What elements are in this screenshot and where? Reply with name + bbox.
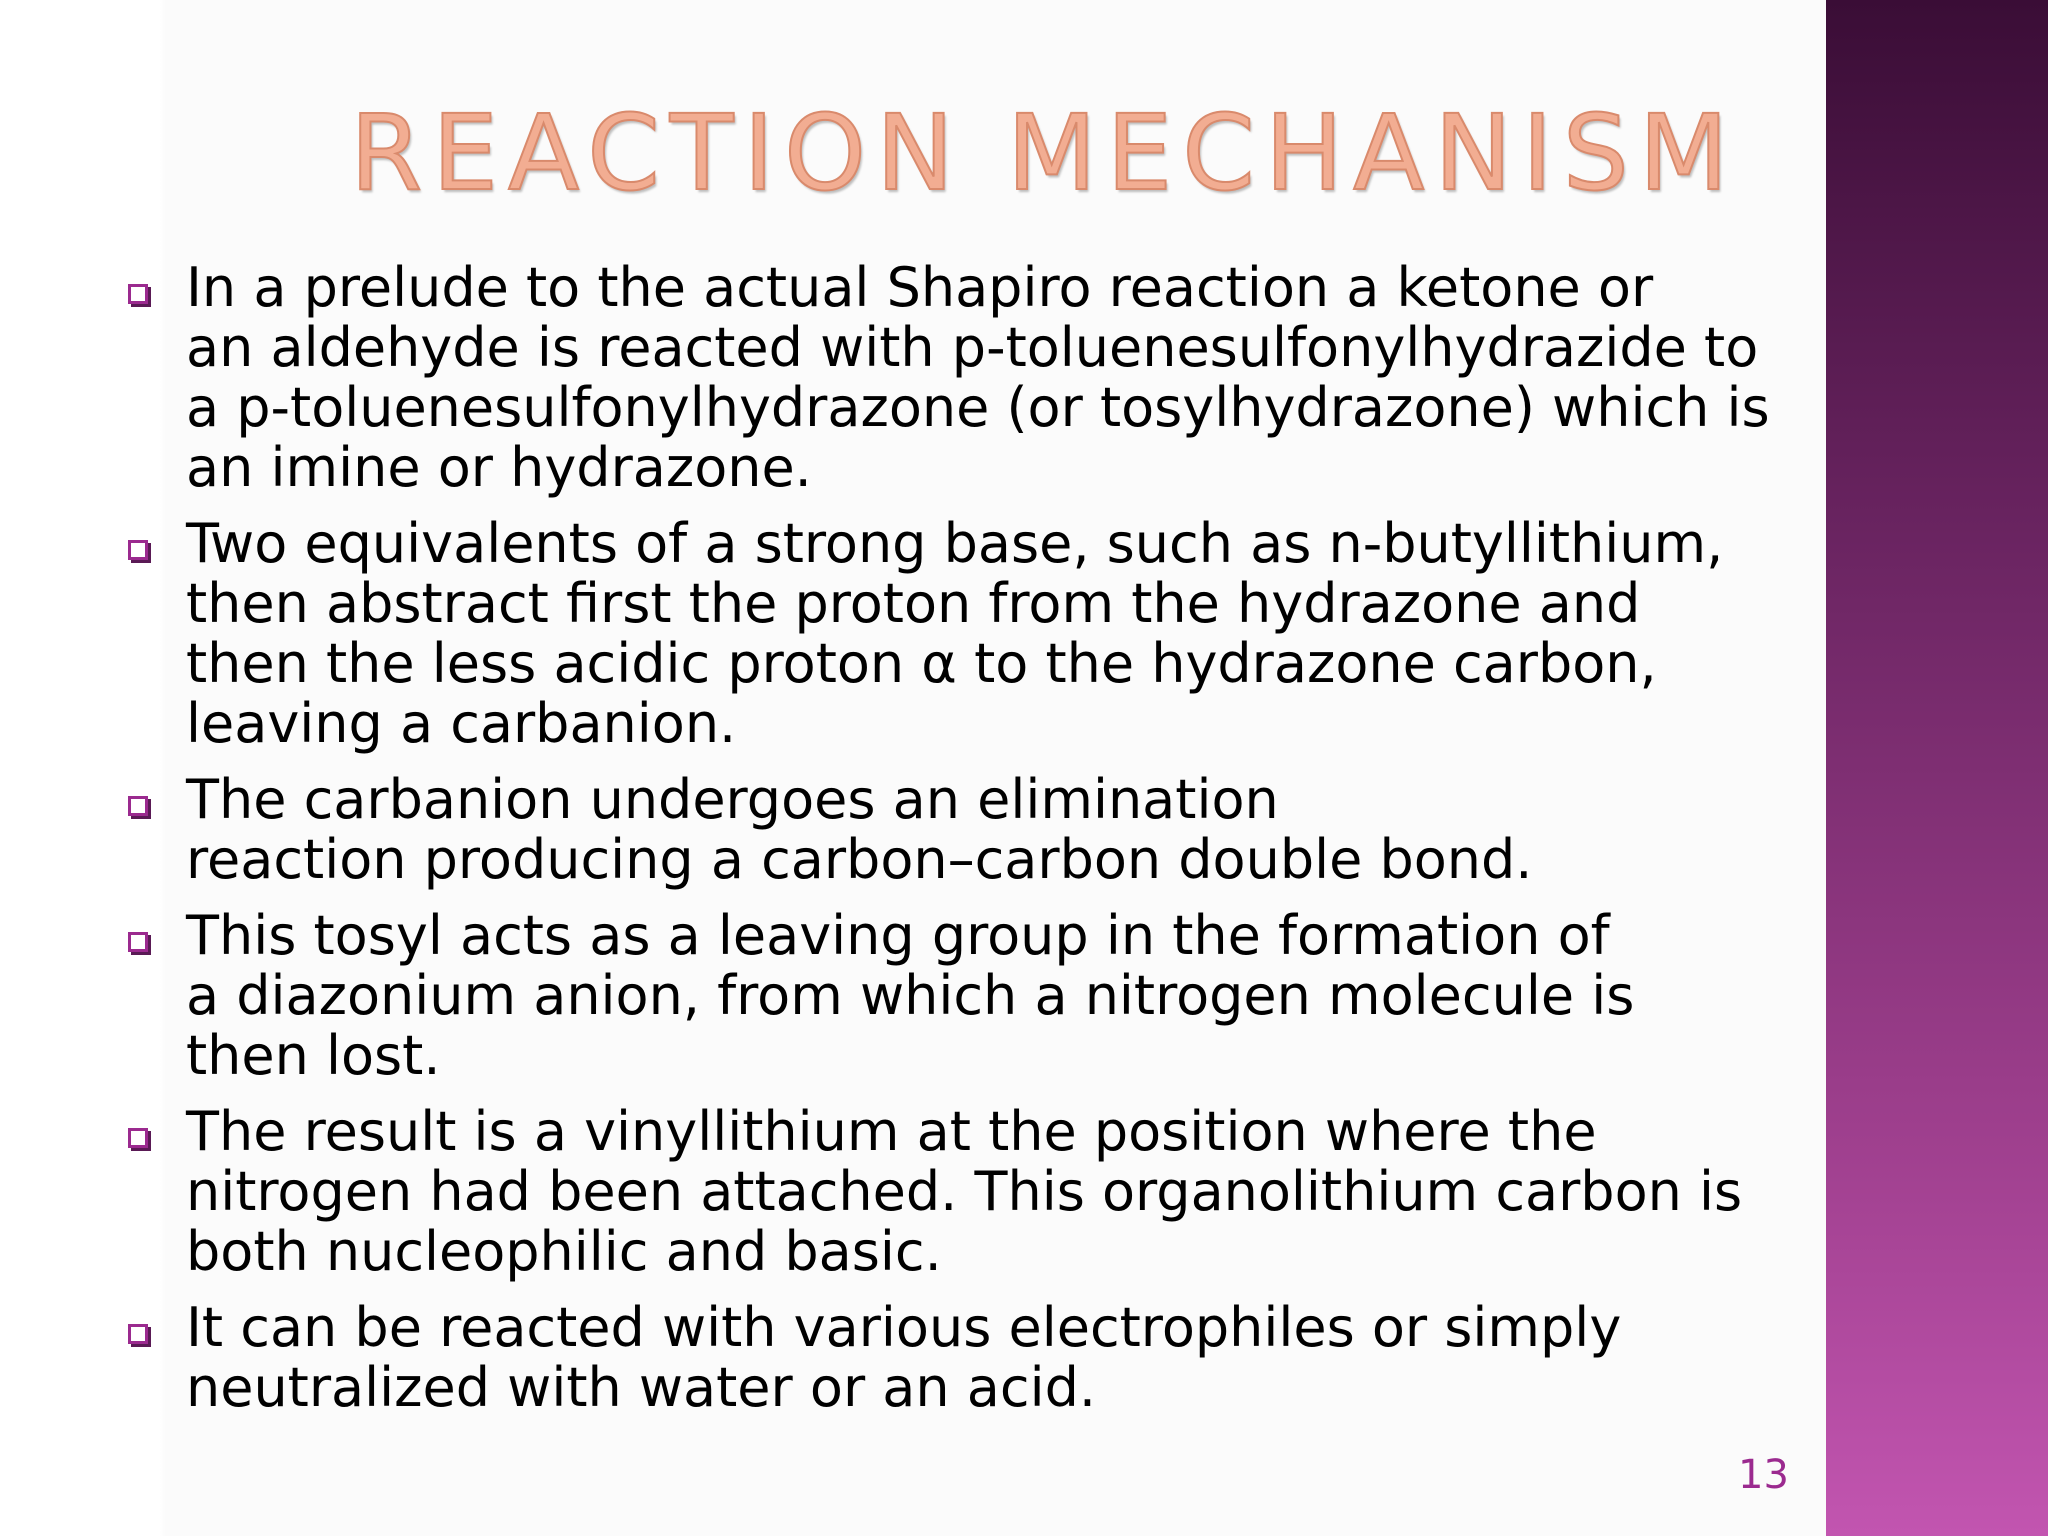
- bullet-item: [120, 514, 1820, 754]
- decorative-side-bar: [1826, 0, 2048, 1536]
- square-bullet-icon: [128, 796, 148, 816]
- bullet-item: [120, 906, 1820, 1086]
- square-bullet-icon: [128, 1324, 148, 1344]
- square-bullet-icon: [128, 932, 148, 952]
- bullet-line: The result is a vinyllithium at the position where the: [186, 1100, 1597, 1163]
- bullet-list: [120, 258, 1820, 1434]
- bullet-line: both nucleophilic and basic.: [186, 1220, 942, 1283]
- square-bullet-icon: [128, 540, 148, 560]
- bullet-line: then the less acidic proton α to the hydrazone carbon,: [186, 632, 1657, 695]
- bullet-line: then abstract first the proton from the hydrazone and: [186, 572, 1641, 635]
- bullet-line: reaction producing a carbon–carbon double bond.: [186, 828, 1533, 891]
- bullet-line: The carbanion undergoes an elimination: [186, 768, 1279, 831]
- bullet-line: then lost.: [186, 1024, 441, 1087]
- bullet-item: [120, 258, 1820, 498]
- bullet-line: a p-toluenesulfonylhydrazone (or tosylhydrazone) which is: [186, 376, 1770, 439]
- bullet-line: Two equivalents of a strong base, such as n-butyllithium,: [186, 512, 1724, 575]
- bullet-item: [120, 1298, 1820, 1418]
- bullet-line: This tosyl acts as a leaving group in the formation of: [186, 904, 1610, 967]
- bullet-line: neutralized with water or an acid.: [186, 1356, 1097, 1419]
- slide-title: REACTION MECHANISM: [350, 92, 1739, 214]
- bullet-item: [120, 1102, 1820, 1282]
- bullet-line: leaving a carbanion.: [186, 692, 737, 755]
- bullet-item: [120, 770, 1820, 890]
- bullet-line: an aldehyde is reacted with p-toluenesulfonylhydrazide to: [186, 316, 1759, 379]
- page-number: 13: [1738, 1452, 1789, 1498]
- bullet-line: an imine or hydrazone.: [186, 436, 812, 499]
- bullet-line: nitrogen had been attached. This organolithium carbon is: [186, 1160, 1743, 1223]
- bullet-line: a diazonium anion, from which a nitrogen molecule is: [186, 964, 1635, 1027]
- square-bullet-icon: [128, 1128, 148, 1148]
- bullet-line: In a prelude to the actual Shapiro reaction a ketone or: [186, 256, 1654, 319]
- square-bullet-icon: [128, 284, 148, 304]
- bullet-line: It can be reacted with various electrophiles or simply: [186, 1296, 1622, 1359]
